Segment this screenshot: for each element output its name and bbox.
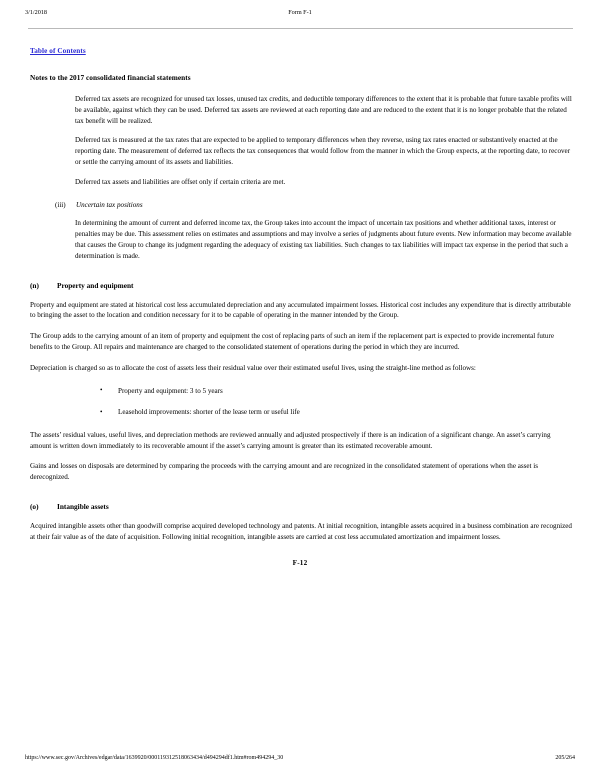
section-o-body — [30, 521, 572, 543]
paragraph: Acquired intangible assets other than goodwill comprise acquired developed technology and patents. At initial recognition, intangible assets acquired in a business combination are recognized at their fair value as of the date of acquisition. Following initial recognition, intangible assets are carried at cost less accumulated amortization and impairment losses. — [30, 521, 572, 541]
section-uncertain-tax-positions — [0, 201, 600, 261]
section-marker-n: (n) — [30, 280, 39, 290]
bullet-icon: • — [100, 386, 103, 394]
page-number: F-12 — [292, 559, 308, 568]
footer-source-url[interactable]: https://www.sec.gov/Archives/edgar/data/1639920/000119312518063434/d494294df1.htm#rom494294_30 — [25, 755, 284, 761]
bullet-icon: • — [100, 407, 103, 416]
paragraph: Gains and losses on disposals are determined by comparing the proceeds with the carrying amount and are recognized in the consolidated statement of operations when the asset is derecognized. — [30, 462, 539, 482]
section-property-and-equipment — [0, 281, 600, 483]
footer-page-counter: 205/264 — [555, 755, 575, 761]
table-of-contents-link-wrap — [0, 40, 600, 58]
section-heading-n — [30, 281, 600, 290]
paragraph: Deferred tax assets are recognized for unused tax losses, unused tax credits, and deductible temporary differences to the extent that it is probable that future taxable profits will be available, against which they can be used. Deferred tax assets are reviewed at each reporting date and are reduced to the extent that it is no longer probable that the related tax benefit will be realized. — [75, 95, 572, 125]
section-title-n: Property and equipment — [57, 280, 134, 290]
section-heading-o — [30, 502, 600, 511]
list-item-label: Property and equipment: 3 to 5 years — [118, 386, 223, 395]
header-divider — [28, 28, 573, 29]
list-item — [0, 386, 600, 397]
section-n-body-after-list — [30, 430, 572, 483]
roman-heading-row — [55, 201, 600, 209]
paragraph: Deferred tax assets and liabilities are offset only if certain criteria are met. — [75, 177, 286, 186]
section-intangible-assets — [0, 502, 600, 543]
paragraph: The assets’ residual values, useful lives, and depreciation methods are reviewed annually and adjusted prospectively if there is an indication of a significant change. An asset’s carrying amount is written down immediately to its recoverable amount if the asset’s carrying amount is greater than its estimated recoverable amount. — [30, 430, 551, 450]
print-header-title: Form F-1 — [288, 9, 312, 16]
section-n-body — [30, 300, 572, 374]
paragraph: Property and equipment are stated at historical cost less accumulated depreciation and any accumulated impairment losses. Historical cost includes any expenditure that is directly attributable to bringing the asset to the location and condition necessary for it to be capable of operating in the manner intended by the Group. — [30, 300, 571, 320]
paragraph: Depreciation is charged so as to allocate the cost of assets less their residual value over their estimated useful lives, using the straight-line method as follows: — [30, 363, 476, 372]
deferred-tax-block — [75, 94, 572, 187]
roman-marker: (iii) — [55, 201, 66, 210]
depreciation-bullet-list — [0, 386, 600, 418]
section-marker-o: (o) — [30, 501, 39, 511]
paragraph: The Group adds to the carrying amount of an item of property and equipment the cost of replacing parts of such an item if the replacement part is expected to provide incremental future benefits to the Group. All repairs and maintenance are charged to the consolidated statement of operations during the period in which they are incurred. — [30, 332, 554, 351]
list-item — [0, 407, 600, 418]
list-item-label: Leasehold improvements: shorter of the lease term or useful life — [118, 408, 300, 417]
paragraph: Deferred tax is measured at the tax rates that are expected to be applied to temporary differences when they reverse, using tax rates enacted or substantively enacted at the reporting date. The measurement of deferred tax reflects the tax consequences that would follow from the manner in which the Group expects, at the reporting date, to recover or settle the carrying amount of its assets and liabilities. — [75, 136, 571, 166]
notes-heading: Notes to the 2017 consolidated financial statements — [30, 73, 191, 82]
print-header — [0, 9, 600, 23]
print-header-date: 3/1/2018 — [25, 9, 48, 16]
roman-title: Uncertain tax positions — [76, 201, 143, 210]
section-title-o: Intangible assets — [57, 501, 109, 511]
print-footer — [0, 755, 600, 767]
table-of-contents-link[interactable]: Table of Contents — [30, 47, 86, 55]
paragraph: In determining the amount of current and deferred income tax, the Group takes into account the impact of uncertain tax positions and whether additional taxes, interest or penalties may be due. This assessment relies on estimates and assumptions and may involve a series of judgments about future events. New information may become available that causes the Group to change its judgment regarding the adequacy of existing tax liabilities. Such changes to tax liabilities will impact tax expense in the period that such a determination is made. — [75, 219, 572, 260]
document-content — [0, 40, 600, 567]
